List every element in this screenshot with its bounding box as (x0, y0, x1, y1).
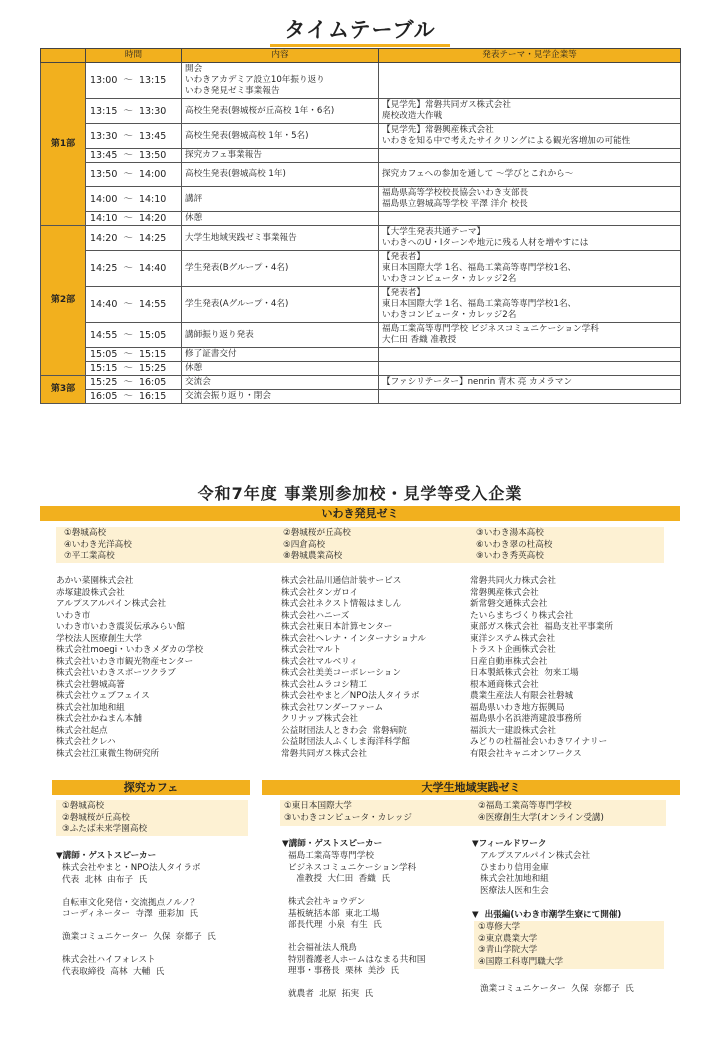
list-item: 赤塚建設株式会社 (56, 587, 125, 598)
timetable-header-row (41, 49, 681, 63)
list-item: ②東京農業大学 (478, 933, 538, 944)
list-item: あかい菜園株式会社 (56, 576, 134, 586)
list-item: ⑥いわき翠の杜高校 (476, 539, 553, 550)
list-item: 株式会社ハイフォレスト (62, 955, 156, 965)
list-item: 福浜大一建設株式会社 (470, 725, 556, 736)
header-part (41, 49, 86, 63)
content-cell: 学生発表(Aグループ・4名) (182, 287, 379, 323)
list-item: 福島県いわき地方振興局 (470, 702, 565, 713)
list-item: ②福島工業高等専門学校 (478, 801, 572, 811)
cafe-speakers-heading: ▼講師・ゲストスピーカー (56, 851, 157, 861)
list-item: 特別養護老人ホームはなまる共和国 (288, 954, 426, 965)
list-item: 漁業コミュニケーター 久保 奈都子 氏 (62, 932, 216, 942)
university-speakers-heading: ▼講師・ゲストスピーカー (282, 839, 383, 849)
cafe-bar: 探究カフェ (52, 780, 250, 795)
list-item: 准教授 大仁田 香織 氏 (288, 874, 390, 884)
list-item: 株式会社起点 (56, 725, 108, 736)
list-item: 理事・事務長 栗林 美沙 氏 (288, 966, 399, 976)
list-item: 株式会社加地和組 (480, 874, 549, 884)
time-cell: 14:40 ～ 14:55 (86, 287, 182, 323)
list-item: 部長代理 小泉 有生 氏 (288, 920, 382, 930)
list-item: ①磐城高校 (62, 801, 105, 811)
table-row (41, 212, 681, 226)
time-cell: 13:45 ～ 13:50 (86, 149, 182, 163)
list-item: ③いわき湯本高校 (476, 528, 544, 538)
list-item: 代表 北林 由布子 氏 (62, 874, 148, 885)
table-row (41, 149, 681, 163)
table-row (41, 187, 681, 212)
list-item: 株式会社ハニーズ (281, 610, 350, 621)
content-cell: 高校生発表(磐城高校 1年) (182, 163, 379, 187)
list-item: 医療法人医和生会 (480, 885, 549, 896)
list-item: 株式会社東日本計算センター (281, 622, 393, 632)
list-item: コーディネーター 寺澤 亜彩加 氏 (62, 909, 199, 919)
list-item: 株式会社ワンダーファーム (281, 702, 384, 713)
list-item: 株式会社やまと・NPO法人タイラボ (62, 863, 201, 873)
list-item: ①磐城高校 (64, 528, 107, 538)
time-cell: 13:30 ～ 13:45 (86, 124, 182, 149)
list-item: たいらまちづくり株式会社 (470, 610, 574, 621)
list-item: ①専修大学 (478, 922, 521, 932)
university-schools-col2 (478, 801, 604, 824)
theme-cell (379, 63, 681, 99)
list-item: 株式会社品川通信計装サービス (281, 576, 402, 586)
iwaki-companies-col2 (281, 576, 426, 760)
list-item: 株式会社キョウデン (288, 897, 366, 907)
theme-cell (379, 348, 681, 362)
list-item: ⑤四倉高校 (283, 539, 326, 550)
cafe-schools (62, 801, 147, 836)
list-item: 株式会社美美コーポレーション (281, 668, 401, 678)
list-item: 株式会社マルベリィ (281, 656, 359, 667)
list-item: 社会福祉法人飛鳥 (288, 943, 357, 953)
time-cell: 13:00 ～ 13:15 (86, 63, 182, 99)
list-item: 株式会社ネクスト情報はましん (281, 599, 402, 609)
list-item: 株式会社やまと／NPO法人タイラボ (281, 691, 420, 701)
table-row (41, 124, 681, 149)
table-row (41, 251, 681, 287)
content-cell: 休憩 (182, 212, 379, 226)
time-cell: 15:25 ～ 16:05 (86, 376, 182, 390)
list-item: 就農者 北原 拓実 氏 (288, 989, 374, 999)
time-cell: 14:00 ～ 14:10 (86, 187, 182, 212)
list-item: 株式会社かねまん本舗 (56, 714, 142, 724)
title-underline (270, 44, 450, 47)
time-cell: 15:05 ～ 15:15 (86, 348, 182, 362)
time-cell: 13:50 ～ 14:00 (86, 163, 182, 187)
list-item: 自転車文化発信・交流拠点ノルノ？ (62, 897, 199, 908)
list-item: 株式会社加地和組 (56, 702, 125, 713)
content-cell: 休憩 (182, 362, 379, 376)
iwaki-companies-col3 (470, 576, 613, 760)
cafe-speakers (62, 863, 216, 978)
list-item: 新常磐交通株式会社 (470, 599, 548, 609)
trip-after-speaker: 漁業コミュニケーター 久保 奈都子 氏 (480, 984, 634, 994)
list-item: ②磐城桜が丘高校 (62, 812, 130, 823)
list-item: いわき市 (56, 610, 91, 621)
list-item: ③ふたば未来学園高校 (62, 824, 148, 834)
content-cell: 講師振り返り発表 (182, 323, 379, 348)
table-row (41, 348, 681, 362)
theme-cell: 【ファシリテーター】nenrin 青木 亮 カメラマン (379, 376, 681, 390)
content-cell: 修了証書交付 (182, 348, 379, 362)
time-cell: 14:25 ～ 14:40 (86, 251, 182, 287)
list-item: 根本通商株式会社 (470, 679, 539, 690)
list-item: 有限会社キャニオンワークス (470, 748, 582, 759)
part-label: 第2部 (41, 226, 86, 376)
table-row (41, 226, 681, 251)
list-item: ④医療創生大学(オンライン受講) (478, 812, 604, 823)
content-cell: 大学生地域実践ゼミ事業報告 (182, 226, 379, 251)
list-item: 株式会社いわきスポーツクラブ (56, 668, 176, 678)
list-item: 農業生産法人有限会社磐城 (470, 691, 574, 701)
theme-cell: 【見学先】常磐興産株式会社 いわきを知る中で考えたサイクリングによる観光客増加の可能性 (379, 124, 681, 149)
table-row (41, 376, 681, 390)
companies-title: 令和7年度 事業別参加校・見学等受入企業 (197, 484, 523, 503)
list-item (288, 978, 426, 990)
list-item: 株式会社いわき市観光物産センター (56, 656, 194, 667)
theme-cell: 【発表者】 東日本国際大学 1名、福島工業高等専門学校1名、 いわきコンピュータ・カレッジ2名 (379, 287, 681, 323)
theme-cell: 福島県高等学校校長協会いわき支部長 福島県立磐城高等学校 平澤 洋介 校長 (379, 187, 681, 212)
theme-cell (379, 212, 681, 226)
time-cell: 15:15 ～ 15:25 (86, 362, 182, 376)
list-item (62, 921, 216, 933)
timetable-title: タイムテーブル (284, 18, 436, 42)
content-cell: 高校生発表(磐城桜が丘高校 1年・6名) (182, 99, 379, 124)
university-speakers (288, 851, 426, 1001)
part-label: 第1部 (41, 63, 86, 226)
list-item: ④いわき光洋高校 (64, 539, 132, 550)
content-cell: 講評 (182, 187, 379, 212)
list-item (288, 886, 426, 898)
iwaki-schools-highlight (56, 527, 664, 563)
list-item: ⑦平工業高校 (64, 551, 115, 561)
list-item: 公益財団法人ときわ会 常磐病院 (281, 725, 407, 736)
table-row (41, 323, 681, 348)
university-schools-col1 (284, 801, 412, 824)
list-item: 株式会社マルト (281, 645, 342, 655)
content-cell: 学生発表(Bグループ・4名) (182, 251, 379, 287)
iwaki-seminar-bar: いわき発見ゼミ (40, 506, 680, 521)
theme-cell (379, 362, 681, 376)
list-item: 福島工業高等専門学校 (288, 851, 374, 861)
iwaki-schools-col2 (283, 528, 351, 563)
list-item: ③いわきコンピュータ・カレッジ (284, 812, 412, 823)
list-item: ④国際工科専門職大学 (478, 956, 564, 967)
iwaki-schools-col1 (64, 528, 132, 563)
list-item: 代表取締役 高林 大輔 氏 (62, 966, 165, 977)
list-item (288, 932, 426, 944)
list-item: ③青山学院大学 (478, 945, 538, 955)
content-cell: 探究カフェ事業報告 (182, 149, 379, 163)
list-item: 基板統括本部 東北工場 (288, 908, 380, 919)
table-row (41, 99, 681, 124)
iwaki-schools-col3 (476, 528, 552, 563)
trip-list (478, 922, 563, 968)
content-cell: 高校生発表(磐城高校 1年・5名) (182, 124, 379, 149)
list-item: 株式会社moegi・いわきメダカの学校 (56, 645, 204, 655)
list-item: 公益財団法人ふくしま海洋科学館 (281, 737, 410, 747)
time-cell: 14:20 ～ 14:25 (86, 226, 182, 251)
list-item: 福島県小名浜港湾建設事務所 (470, 714, 582, 724)
content-cell: 交流会振り返り・閉会 (182, 390, 379, 404)
list-item: 日産自動車株式会社 (470, 656, 548, 667)
theme-cell: 【発表者】 東日本国際大学 1名、福島工業高等専門学校1名、 いわきコンピュータ・カレッジ2名 (379, 251, 681, 287)
theme-cell (379, 149, 681, 163)
fieldwork-list (480, 851, 590, 897)
list-item: ひまわり信用金庫 (480, 862, 549, 873)
list-item: 株式会社ヘレナ・インターナショナル (281, 633, 426, 644)
list-item: 常磐共同火力株式会社 (470, 576, 556, 586)
list-item: 東部ガス株式会社 福島支社平事業所 (470, 622, 613, 632)
list-item: 株式会社タンガロイ (281, 587, 359, 598)
part-label: 第3部 (41, 376, 86, 404)
theme-cell: 探究カフェへの参加を通して ～学びとこれから～ (379, 163, 681, 187)
list-item: ⑧磐城農業高校 (283, 551, 343, 561)
table-row (41, 163, 681, 187)
list-item: 常磐共同ガス株式会社 (281, 748, 367, 759)
table-row (41, 362, 681, 376)
list-item: 日本製紙株式会社 勿来工場 (470, 668, 579, 678)
table-row (41, 63, 681, 99)
theme-cell (379, 390, 681, 404)
fieldwork-heading: ▼フィールドワーク (472, 839, 547, 849)
iwaki-companies-col1 (56, 576, 203, 760)
list-item: 株式会社ムラコシ精工 (281, 679, 367, 690)
time-cell: 13:15 ～ 13:30 (86, 99, 182, 124)
time-cell: 14:55 ～ 15:05 (86, 323, 182, 348)
list-item: 常磐興産株式会社 (470, 587, 539, 598)
list-item: 東洋システム株式会社 (470, 633, 556, 644)
list-item: アルプスアルパイン株式会社 (480, 851, 591, 861)
table-row (41, 287, 681, 323)
list-item: アルプスアルパイン株式会社 (56, 599, 167, 609)
trip-heading: ▼ 出張編(いわき市潮学生寮にて開催) (472, 910, 622, 920)
theme-cell: 福島工業高等専門学校 ビジネスコミュニケーション学科 大仁田 香織 准教授 (379, 323, 681, 348)
list-item: クリナップ株式会社 (281, 714, 359, 724)
time-cell: 16:05 ～ 16:15 (86, 390, 182, 404)
list-item: 学校法人医療創生大学 (56, 633, 142, 644)
content-cell: 開会 いわきアカデミア設立10年振り返り いわき発見ゼミ事業報告 (182, 63, 379, 99)
list-item: 株式会社江東微生物研究所 (56, 748, 160, 759)
timetable (40, 48, 681, 404)
header-time: 時間 (86, 49, 182, 63)
list-item: ①東日本国際大学 (284, 801, 352, 811)
header-theme: 発表テーマ・見学企業等 (379, 49, 681, 63)
list-item: ビジネスコミュニケーション学科 (288, 862, 417, 873)
header-content: 内容 (182, 49, 379, 63)
list-item: みどりの杜福祉会いわきワイナリー (470, 737, 608, 747)
list-item: 株式会社ウェブフェイス (56, 691, 150, 701)
list-item: トラスト企画株式会社 (470, 645, 556, 655)
list-item: ⑨いわき秀英高校 (476, 551, 544, 561)
list-item (62, 944, 216, 956)
table-row (41, 390, 681, 404)
list-item (62, 886, 216, 898)
list-item: いわき市いわき震災伝承みらい館 (56, 622, 185, 632)
theme-cell: 【見学先】常磐共同ガス株式会社 廃校改造大作戦 (379, 99, 681, 124)
time-cell: 14:10 ～ 14:20 (86, 212, 182, 226)
content-cell: 交流会 (182, 376, 379, 390)
university-bar: 大学生地域実践ゼミ (262, 780, 680, 795)
list-item: 株式会社磐城高箸 (56, 679, 125, 690)
list-item: ②磐城桜が丘高校 (283, 528, 351, 538)
theme-cell: 【大学生発表共通テーマ】 いわきへのU・Iターンや地元に残る人材を増やすには (379, 226, 681, 251)
list-item: 株式会社クレハ (56, 737, 116, 747)
